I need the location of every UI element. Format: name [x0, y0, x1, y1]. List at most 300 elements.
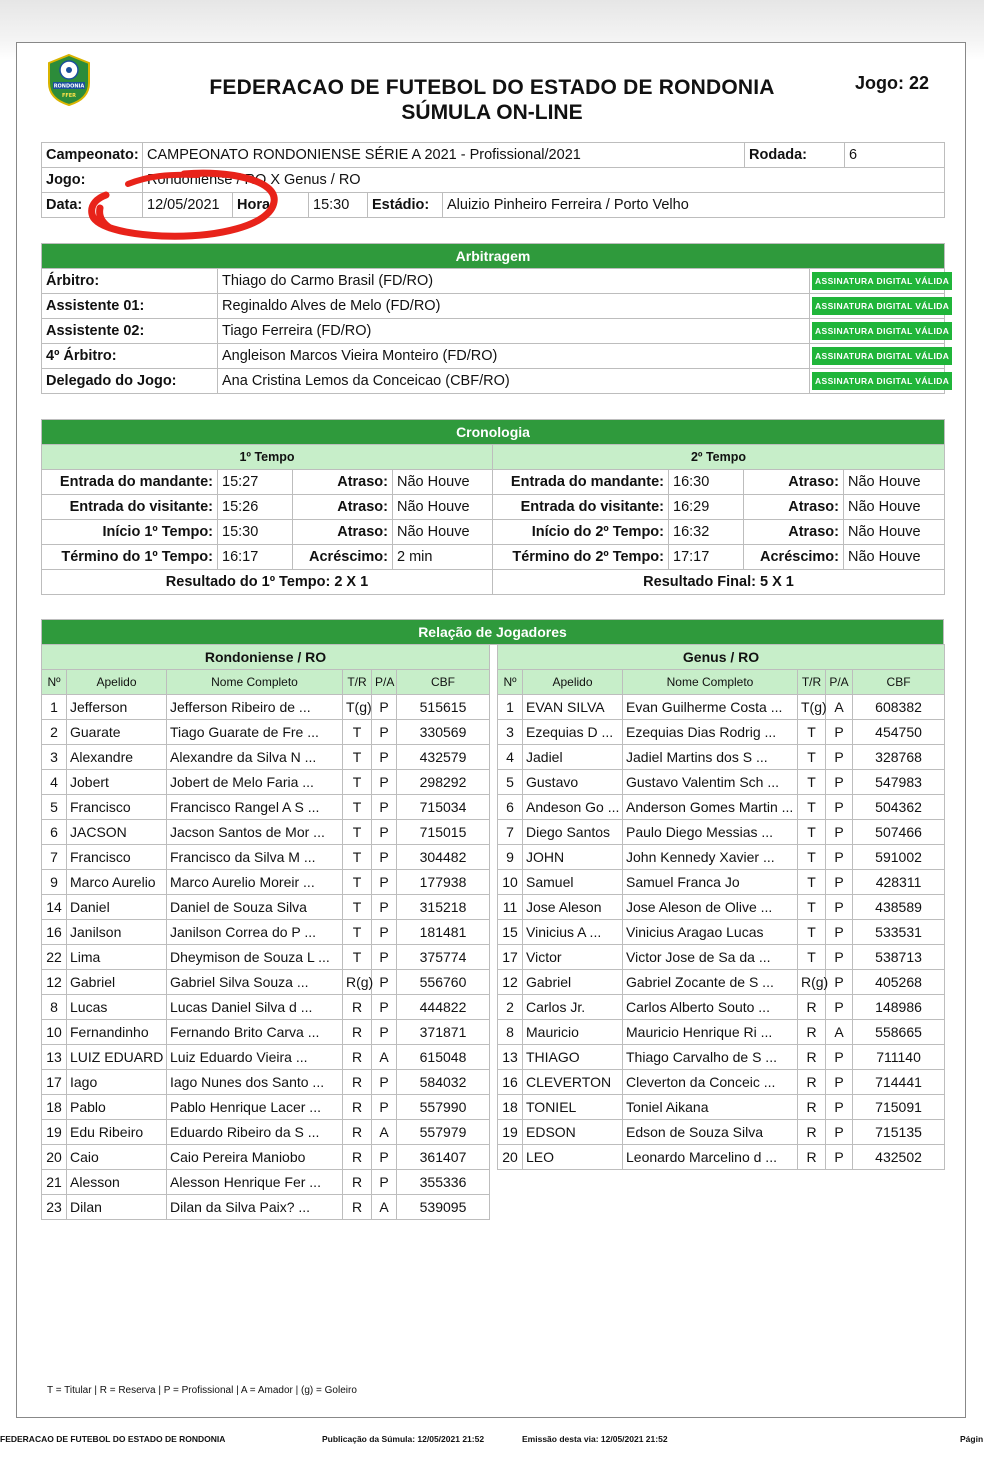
player-nome: Iago Nunes dos Santo ...	[167, 1070, 343, 1095]
player-row	[498, 1145, 945, 1170]
player-pa: P	[826, 995, 853, 1020]
player-tr: T	[798, 945, 826, 970]
player-cbf: 591002	[853, 845, 945, 870]
crono-label-t1: Entrada do mandante:	[42, 470, 218, 495]
player-apelido: Jose Aleson	[523, 895, 623, 920]
player-cbf: 715034	[397, 795, 490, 820]
crono-atraso-label-t2: Atraso:	[744, 495, 844, 520]
player-nome: Eduardo Ribeiro da S ...	[167, 1120, 343, 1145]
player-cbf: 557979	[397, 1120, 490, 1145]
player-nome: Jobert de Melo Faria ...	[167, 770, 343, 795]
player-nome: Toniel Aikana	[623, 1095, 798, 1120]
crono-label-t2: Entrada do visitante:	[493, 495, 669, 520]
away-players-table	[497, 644, 945, 1170]
player-num: 6	[498, 795, 523, 820]
player-nome: Daniel de Souza Silva	[167, 895, 343, 920]
player-apelido: Gustavo	[523, 770, 623, 795]
signature-badge: ASSINATURA DIGITAL VÁLIDA	[812, 297, 952, 315]
arbitragem-row	[42, 369, 945, 394]
player-pa: P	[826, 720, 853, 745]
player-num: 1	[42, 695, 67, 720]
player-apelido: Diego Santos	[523, 820, 623, 845]
player-tr: R	[798, 995, 826, 1020]
crono-atraso-value-t1: 2 min	[393, 545, 493, 570]
crono-time-t1: 15:30	[218, 520, 293, 545]
player-cbf: 432579	[397, 745, 490, 770]
signature-cell	[810, 294, 950, 319]
campeonato-value: CAMPEONATO RONDONIENSE SÉRIE A 2021 - Profissional/2021	[143, 143, 745, 168]
player-row	[42, 1095, 490, 1120]
player-tr: R(g)	[343, 970, 372, 995]
signature-badge: ASSINATURA DIGITAL VÁLIDA	[812, 322, 952, 340]
player-pa: P	[372, 1145, 397, 1170]
crono-atraso-label-t1: Atraso:	[293, 495, 393, 520]
tempo1-header: 1º Tempo	[42, 445, 493, 470]
arbitragem-name: Thiago do Carmo Brasil (FD/RO)	[218, 269, 810, 294]
player-apelido: Alesson	[67, 1170, 167, 1195]
player-num: 3	[42, 745, 67, 770]
player-num: 12	[498, 970, 523, 995]
player-apelido: Dilan	[67, 1195, 167, 1220]
player-apelido: Samuel	[523, 870, 623, 895]
arbitragem-row	[42, 319, 945, 344]
player-num: 20	[498, 1145, 523, 1170]
player-row	[498, 720, 945, 745]
hora-value: 15:30	[309, 193, 368, 218]
column-header-cbf: CBF	[397, 670, 490, 695]
player-apelido: LUIZ EDUARD	[67, 1045, 167, 1070]
player-num: 16	[498, 1070, 523, 1095]
player-tr: T	[343, 945, 372, 970]
player-cbf: 711140	[853, 1045, 945, 1070]
player-nome: Vinicius Aragao Lucas	[623, 920, 798, 945]
player-pa: P	[826, 970, 853, 995]
player-apelido: Fernandinho	[67, 1020, 167, 1045]
player-apelido: Guarate	[67, 720, 167, 745]
player-cbf: 714441	[853, 1070, 945, 1095]
player-row	[42, 870, 490, 895]
player-nome: Ezequias Dias Rodrig ...	[623, 720, 798, 745]
signature-cell	[810, 369, 950, 394]
cronologia-header: Cronologia	[42, 420, 945, 445]
player-cbf: 405268	[853, 970, 945, 995]
player-cbf: 557990	[397, 1095, 490, 1120]
player-row	[498, 895, 945, 920]
player-num: 17	[42, 1070, 67, 1095]
player-nome: John Kennedy Xavier ...	[623, 845, 798, 870]
player-nome: Fernando Brito Carva ...	[167, 1020, 343, 1045]
player-row	[498, 770, 945, 795]
player-cbf: 558665	[853, 1020, 945, 1045]
player-apelido: LEO	[523, 1145, 623, 1170]
player-tr: R	[343, 1020, 372, 1045]
player-row	[498, 795, 945, 820]
player-pa: P	[826, 895, 853, 920]
signature-badge: ASSINATURA DIGITAL VÁLIDA	[812, 372, 952, 390]
player-cbf: 715091	[853, 1095, 945, 1120]
player-row	[42, 845, 490, 870]
player-nome: Jacson Santos de Mor ...	[167, 820, 343, 845]
player-pa: P	[826, 770, 853, 795]
player-tr: T	[798, 920, 826, 945]
player-nome: Dheymison de Souza L ...	[167, 945, 343, 970]
column-header-tr: T/R	[343, 670, 372, 695]
crono-label-t1: Entrada do visitante:	[42, 495, 218, 520]
player-apelido: Janilson	[67, 920, 167, 945]
player-cbf: 432502	[853, 1145, 945, 1170]
player-num: 2	[498, 995, 523, 1020]
footer-publicacao: Publicação da Súmula: 12/05/2021 21:52	[322, 1434, 485, 1444]
player-num: 7	[498, 820, 523, 845]
player-cbf: 328768	[853, 745, 945, 770]
player-row	[42, 995, 490, 1020]
signature-cell	[810, 269, 950, 294]
document-title: FEDERACAO DE FUTEBOL DO ESTADO DE RONDONIA	[209, 76, 775, 99]
player-num: 11	[498, 895, 523, 920]
player-num: 23	[42, 1195, 67, 1220]
jogadores-header: Relação de Jogadores	[42, 620, 944, 645]
arbitragem-row	[42, 344, 945, 369]
player-tr: T	[798, 770, 826, 795]
player-num: 9	[42, 870, 67, 895]
cronologia-row	[42, 520, 945, 545]
signature-cell	[810, 344, 950, 369]
player-cbf: 539095	[397, 1195, 490, 1220]
player-nome: Alexandre da Silva N ...	[167, 745, 343, 770]
player-pa: P	[372, 745, 397, 770]
column-header-tr: T/R	[798, 670, 826, 695]
column-header-num: Nº	[498, 670, 523, 695]
player-tr: R	[343, 1120, 372, 1145]
player-num: 19	[42, 1120, 67, 1145]
player-cbf: 533531	[853, 920, 945, 945]
rodada-label: Rodada:	[745, 143, 845, 168]
player-nome: Jefferson Ribeiro de ...	[167, 695, 343, 720]
player-row	[498, 920, 945, 945]
arbitragem-role: 4º Árbitro:	[42, 344, 218, 369]
player-nome: Cleverton da Conceic ...	[623, 1070, 798, 1095]
crono-atraso-label-t1: Acréscimo:	[293, 545, 393, 570]
player-nome: Francisco da Silva M ...	[167, 845, 343, 870]
player-apelido: Victor	[523, 945, 623, 970]
signature-badge: ASSINATURA DIGITAL VÁLIDA	[812, 347, 952, 365]
player-apelido: JOHN	[523, 845, 623, 870]
player-num: 10	[498, 870, 523, 895]
crono-atraso-value-t1: Não Houve	[393, 520, 493, 545]
player-apelido: Ezequias D ...	[523, 720, 623, 745]
crono-atraso-label-t1: Atraso:	[293, 520, 393, 545]
player-row	[498, 1070, 945, 1095]
cronologia-row	[42, 495, 945, 520]
player-row	[498, 1120, 945, 1145]
player-num: 13	[498, 1045, 523, 1070]
player-cbf: 371871	[397, 1020, 490, 1045]
player-pa: P	[372, 770, 397, 795]
cronologia-table	[41, 419, 945, 595]
player-apelido: EVAN SILVA	[523, 695, 623, 720]
player-tr: R	[798, 1020, 826, 1045]
player-cbf: 355336	[397, 1170, 490, 1195]
player-num: 7	[42, 845, 67, 870]
player-cbf: 444822	[397, 995, 490, 1020]
player-pa: P	[372, 945, 397, 970]
player-pa: A	[826, 695, 853, 720]
player-row	[42, 745, 490, 770]
player-pa: A	[826, 1020, 853, 1045]
sumula-sheet	[16, 42, 966, 1418]
player-row	[498, 970, 945, 995]
player-cbf: 438589	[853, 895, 945, 920]
player-cbf: 715135	[853, 1120, 945, 1145]
player-apelido: Iago	[67, 1070, 167, 1095]
player-pa: P	[372, 1095, 397, 1120]
player-pa: P	[372, 820, 397, 845]
player-row	[498, 995, 945, 1020]
crono-time-t1: 15:26	[218, 495, 293, 520]
arbitragem-header: Arbitragem	[42, 244, 945, 269]
svg-text:RONDONIA: RONDONIA	[53, 83, 85, 90]
player-tr: T	[798, 870, 826, 895]
arbitragem-role: Árbitro:	[42, 269, 218, 294]
column-header-apelido: Apelido	[523, 670, 623, 695]
player-tr: R	[343, 1195, 372, 1220]
player-row	[42, 1045, 490, 1070]
player-row	[42, 795, 490, 820]
player-row	[42, 1145, 490, 1170]
player-pa: P	[372, 845, 397, 870]
player-nome: Pablo Henrique Lacer ...	[167, 1095, 343, 1120]
player-row	[42, 695, 490, 720]
player-cbf: 315218	[397, 895, 490, 920]
player-pa: P	[372, 995, 397, 1020]
player-pa: P	[826, 845, 853, 870]
player-cbf: 584032	[397, 1070, 490, 1095]
player-pa: P	[372, 720, 397, 745]
player-cbf: 715015	[397, 820, 490, 845]
player-row	[498, 870, 945, 895]
player-tr: R	[343, 1045, 372, 1070]
player-apelido: CLEVERTON	[523, 1070, 623, 1095]
player-tr: T(g)	[343, 695, 372, 720]
game-number: Jogo: 22	[854, 73, 929, 93]
player-nome: Tiago Guarate de Fre ...	[167, 720, 343, 745]
player-nome: Thiago Carvalho de S ...	[623, 1045, 798, 1070]
player-cbf: 538713	[853, 945, 945, 970]
player-num: 2	[42, 720, 67, 745]
player-cbf: 615048	[397, 1045, 490, 1070]
player-nome: Luiz Eduardo Vieira ...	[167, 1045, 343, 1070]
player-tr: T	[343, 745, 372, 770]
player-nome: Samuel Franca Jo	[623, 870, 798, 895]
crono-atraso-value-t1: Não Houve	[393, 495, 493, 520]
crono-time-t2: 16:30	[669, 470, 744, 495]
signature-badge: ASSINATURA DIGITAL VÁLIDA	[812, 272, 952, 290]
crono-atraso-value-t2: Não Houve	[844, 520, 945, 545]
player-row	[42, 1195, 490, 1220]
cronologia-row	[42, 545, 945, 570]
player-apelido: Jefferson	[67, 695, 167, 720]
player-pa: A	[372, 1045, 397, 1070]
player-tr: R	[343, 1170, 372, 1195]
player-pa: P	[372, 1020, 397, 1045]
player-nome: Janilson Correa do P ...	[167, 920, 343, 945]
player-cbf: 428311	[853, 870, 945, 895]
player-nome: Marco Aurelio Moreir ...	[167, 870, 343, 895]
player-pa: A	[372, 1120, 397, 1145]
player-tr: T	[798, 845, 826, 870]
arbitragem-role: Assistente 02:	[42, 319, 218, 344]
player-tr: R	[798, 1095, 826, 1120]
tempo2-header: 2º Tempo	[493, 445, 945, 470]
player-tr: R	[343, 1070, 372, 1095]
player-nome: Dilan da Silva Paix? ...	[167, 1195, 343, 1220]
crono-time-t2: 16:29	[669, 495, 744, 520]
player-apelido: THIAGO	[523, 1045, 623, 1070]
player-tr: T	[343, 920, 372, 945]
player-pa: P	[826, 945, 853, 970]
player-tr: R	[343, 1145, 372, 1170]
player-pa: P	[372, 795, 397, 820]
player-cbf: 148986	[853, 995, 945, 1020]
player-nome: Jose Aleson de Olive ...	[623, 895, 798, 920]
player-cbf: 304482	[397, 845, 490, 870]
player-pa: P	[372, 870, 397, 895]
crono-label-t1: Início 1º Tempo:	[42, 520, 218, 545]
player-row	[498, 845, 945, 870]
column-header-apelido: Apelido	[67, 670, 167, 695]
player-nome: Anderson Gomes Martin ...	[623, 795, 798, 820]
player-pa: P	[826, 795, 853, 820]
player-apelido: Carlos Jr.	[523, 995, 623, 1020]
player-apelido: Alexandre	[67, 745, 167, 770]
player-apelido: Jadiel	[523, 745, 623, 770]
player-tr: R	[798, 1045, 826, 1070]
player-num: 8	[42, 995, 67, 1020]
player-apelido: Lima	[67, 945, 167, 970]
player-row	[498, 695, 945, 720]
arbitragem-name: Ana Cristina Lemos da Conceicao (CBF/RO)	[218, 369, 810, 394]
column-header-nome: Nome Completo	[623, 670, 798, 695]
player-num: 18	[498, 1095, 523, 1120]
player-pa: P	[372, 1070, 397, 1095]
crono-time-t2: 16:32	[669, 520, 744, 545]
player-pa: P	[826, 870, 853, 895]
crono-label-t2: Término do 2º Tempo:	[493, 545, 669, 570]
player-cbf: 556760	[397, 970, 490, 995]
player-pa: P	[372, 970, 397, 995]
player-row	[42, 895, 490, 920]
footer-pagina: Págin	[960, 1434, 984, 1444]
player-pa: P	[826, 1095, 853, 1120]
player-nome: Paulo Diego Messias ...	[623, 820, 798, 845]
player-cbf: 507466	[853, 820, 945, 845]
crono-atraso-label-t2: Atraso:	[744, 470, 844, 495]
player-nome: Victor Jose de Sa da ...	[623, 945, 798, 970]
player-num: 21	[42, 1170, 67, 1195]
player-apelido: JACSON	[67, 820, 167, 845]
player-nome: Gabriel Silva Souza ...	[167, 970, 343, 995]
arbitragem-row	[42, 269, 945, 294]
player-apelido: Andeson Go ...	[523, 795, 623, 820]
player-pa: P	[826, 745, 853, 770]
player-tr: R(g)	[798, 970, 826, 995]
player-tr: R	[343, 1095, 372, 1120]
signature-cell	[810, 319, 950, 344]
jogo-label: Jogo:	[42, 168, 143, 193]
document-subtitle: SÚMULA ON-LINE	[401, 101, 583, 124]
player-num: 15	[498, 920, 523, 945]
player-tr: T	[343, 820, 372, 845]
crono-time-t1: 16:17	[218, 545, 293, 570]
arbitragem-row	[42, 294, 945, 319]
crono-label-t2: Entrada do mandante:	[493, 470, 669, 495]
player-pa: P	[372, 920, 397, 945]
player-num: 4	[498, 745, 523, 770]
player-tr: R	[798, 1145, 826, 1170]
player-row	[498, 1045, 945, 1070]
player-pa: P	[826, 1120, 853, 1145]
player-nome: Francisco Rangel A S ...	[167, 795, 343, 820]
player-row	[498, 1095, 945, 1120]
player-cbf: 361407	[397, 1145, 490, 1170]
footer-org: FEDERACAO DE FUTEBOL DO ESTADO DE RONDONIA	[0, 1434, 226, 1444]
player-nome: Edson de Souza Silva	[623, 1120, 798, 1145]
player-apelido: Caio	[67, 1145, 167, 1170]
player-cbf: 504362	[853, 795, 945, 820]
column-header-cbf: CBF	[853, 670, 945, 695]
player-pa: P	[826, 920, 853, 945]
column-header-pa: P/A	[826, 670, 853, 695]
arbitragem-name: Tiago Ferreira (FD/RO)	[218, 319, 810, 344]
player-apelido: Francisco	[67, 845, 167, 870]
jogadores-title-table	[41, 619, 944, 645]
player-num: 13	[42, 1045, 67, 1070]
player-pa: P	[372, 695, 397, 720]
player-tr: T	[798, 795, 826, 820]
legend: T = Titular | R = Reserva | P = Profissional | A = Amador | (g) = Goleiro	[47, 1385, 357, 1396]
crono-atraso-value-t1: Não Houve	[393, 470, 493, 495]
player-row	[42, 1070, 490, 1095]
player-row	[498, 1020, 945, 1045]
player-num: 4	[42, 770, 67, 795]
player-nome: Evan Guilherme Costa ...	[623, 695, 798, 720]
player-apelido: EDSON	[523, 1120, 623, 1145]
player-apelido: Mauricio	[523, 1020, 623, 1045]
hora-label: Hora:	[233, 193, 309, 218]
player-tr: T	[798, 895, 826, 920]
crono-time-t2: 17:17	[669, 545, 744, 570]
arbitragem-role: Delegado do Jogo:	[42, 369, 218, 394]
arbitragem-name: Angleison Marcos Vieira Monteiro (FD/RO)	[218, 344, 810, 369]
player-cbf: 375774	[397, 945, 490, 970]
player-tr: R	[798, 1120, 826, 1145]
crono-atraso-label-t2: Acréscimo:	[744, 545, 844, 570]
player-apelido: Jobert	[67, 770, 167, 795]
player-row	[42, 920, 490, 945]
crono-label-t2: Início do 2º Tempo:	[493, 520, 669, 545]
estadio-label: Estádio:	[368, 193, 443, 218]
home-players-table	[41, 644, 490, 1220]
player-row	[42, 1020, 490, 1045]
player-nome: Caio Pereira Maniobo	[167, 1145, 343, 1170]
player-cbf: 177938	[397, 870, 490, 895]
player-num: 22	[42, 945, 67, 970]
data-label: Data:	[42, 193, 143, 218]
player-row	[42, 945, 490, 970]
player-tr: T	[798, 720, 826, 745]
player-num: 16	[42, 920, 67, 945]
player-nome: Gustavo Valentim Sch ...	[623, 770, 798, 795]
